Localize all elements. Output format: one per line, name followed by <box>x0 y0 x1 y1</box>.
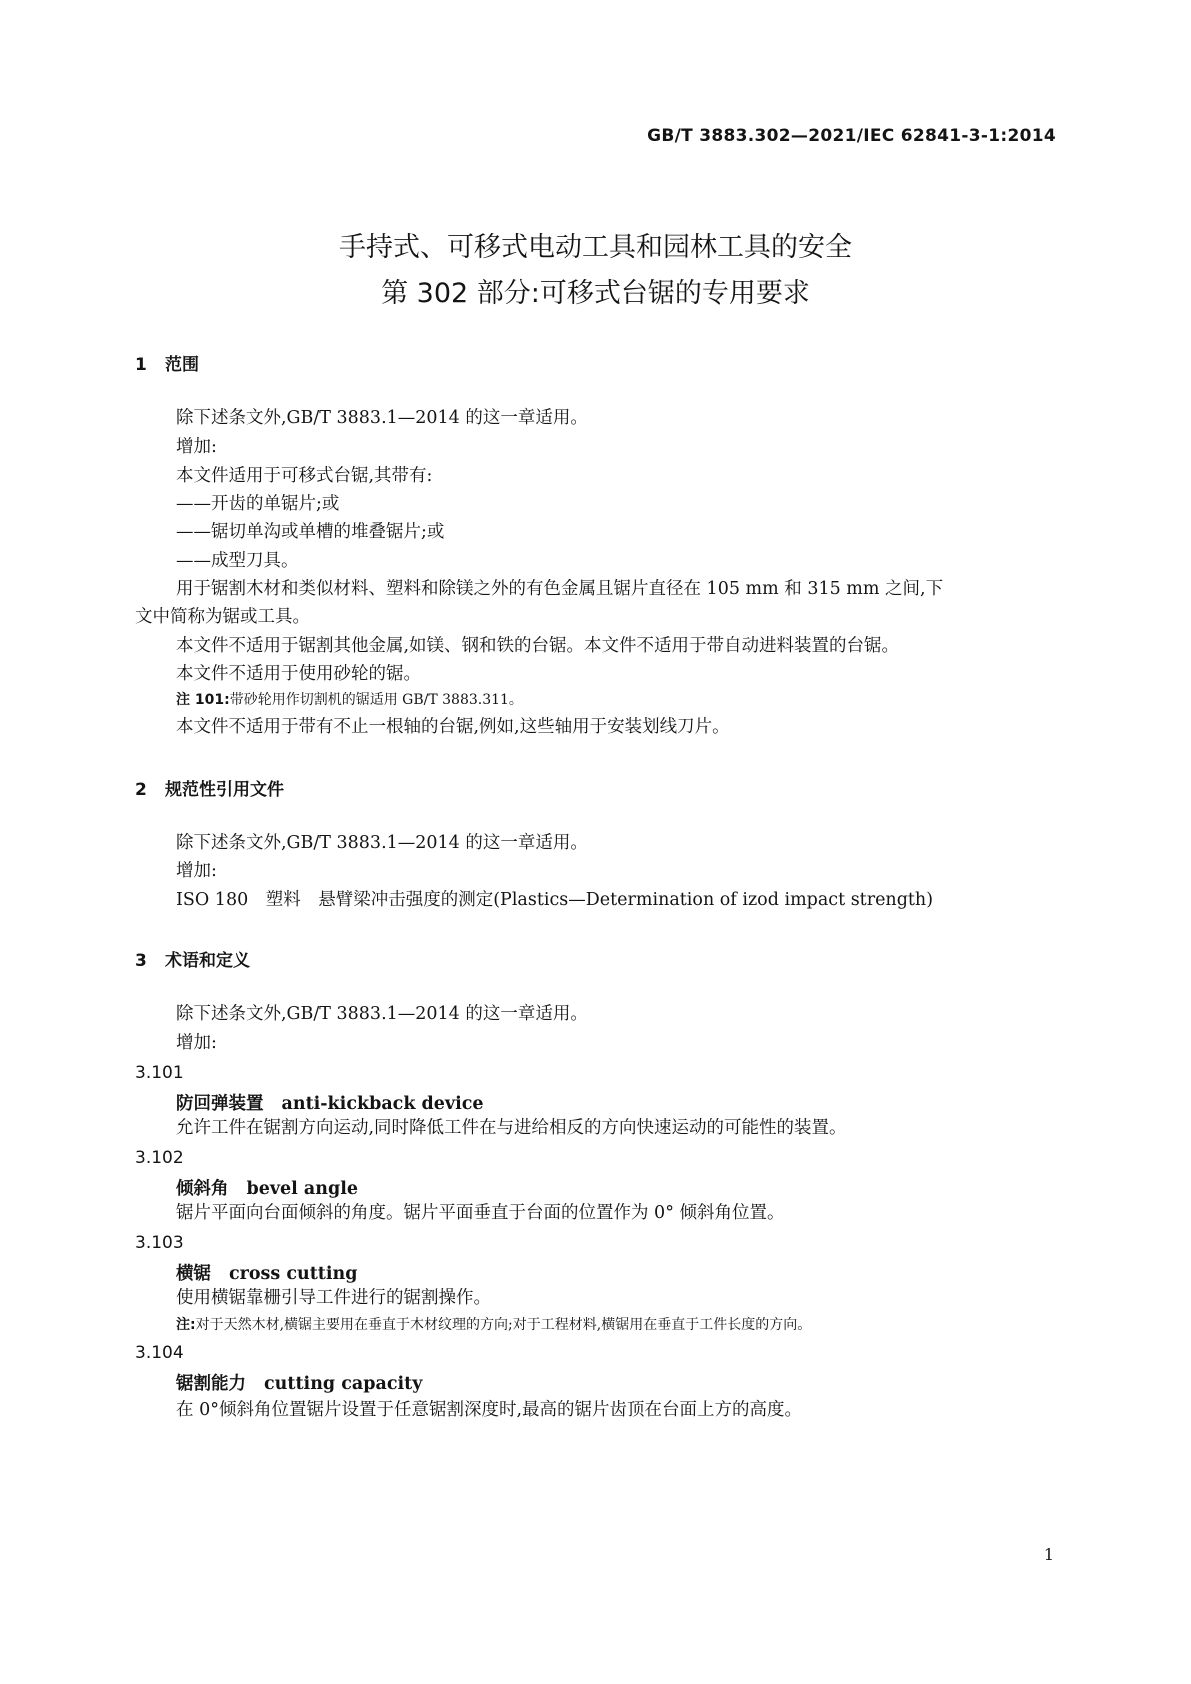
term-name <box>176 1090 484 1115</box>
section-1-heading <box>135 350 199 375</box>
section-number: 3 <box>135 951 147 971</box>
paragraph: 增加: <box>176 437 217 457</box>
normative-reference: ISO 180 塑料 悬臂梁冲击强度的测定(Plastics—Determination of izod impact strength) <box>176 890 934 910</box>
note-label: 注 101: <box>176 692 230 708</box>
page-number: 1 <box>1043 1545 1054 1564</box>
term-definition: 允许工件在锯割方向运动,同时降低工件在与进给相反的方向快速运动的可能性的装置。 <box>176 1118 847 1138</box>
term-name <box>176 1175 358 1200</box>
term-en: bevel angle <box>246 1179 358 1199</box>
document-title-line2: 第 302 部分:可移式台锯的专用要求 <box>381 278 810 309</box>
list-item: ——锯切单沟或单槽的堆叠锯片;或 <box>176 522 445 542</box>
term-definition: 使用横锯靠栅引导工件进行的锯割操作。 <box>176 1288 491 1308</box>
paragraph: 本文件不适用于带有不止一根轴的台锯,例如,这些轴用于安装划线刀片。 <box>176 717 730 737</box>
term-number: 3.102 <box>135 1148 184 1168</box>
paragraph: 增加: <box>176 861 217 881</box>
list-item: ——成型刀具。 <box>176 551 299 571</box>
paragraph: 增加: <box>176 1033 217 1053</box>
term-zh: 倾斜角 <box>176 1179 229 1199</box>
term-number: 3.103 <box>135 1233 184 1253</box>
note-text: 带砂轮用作切割机的锯适用 GB/T 3883.311。 <box>229 692 523 708</box>
term-en: anti-kickback device <box>281 1094 484 1114</box>
paragraph: 用于锯割木材和类似材料、塑料和除镁之外的有色金属且锯片直径在 105 mm 和 315 mm 之间,下 <box>176 579 944 599</box>
term-number: 3.101 <box>135 1063 184 1083</box>
paragraph-continuation: 文中简称为锯或工具。 <box>135 607 310 627</box>
document-title-line1: 手持式、可移式电动工具和园林工具的安全 <box>339 232 852 263</box>
term-zh: 横锯 <box>176 1264 211 1284</box>
section-2-heading <box>135 775 284 800</box>
term-en: cutting capacity <box>264 1374 423 1394</box>
paragraph: 除下述条文外,GB/T 3883.1—2014 的这一章适用。 <box>176 833 588 853</box>
term-name <box>176 1370 422 1395</box>
list-item: ——开齿的单锯片;或 <box>176 494 340 514</box>
section-title: 规范性引用文件 <box>165 780 284 800</box>
note <box>176 690 523 710</box>
paragraph: 除下述条文外,GB/T 3883.1—2014 的这一章适用。 <box>176 408 588 428</box>
section-number: 2 <box>135 780 147 800</box>
note-label: 注: <box>176 1317 196 1333</box>
paragraph: 除下述条文外,GB/T 3883.1—2014 的这一章适用。 <box>176 1004 588 1024</box>
section-number: 1 <box>135 355 147 375</box>
term-zh: 锯割能力 <box>176 1374 246 1394</box>
document-code: GB/T 3883.302—2021/IEC 62841-3-1:2014 <box>647 126 1056 146</box>
paragraph: 本文件适用于可移式台锯,其带有: <box>176 466 433 486</box>
term-definition: 锯片平面向台面倾斜的角度。锯片平面垂直于台面的位置作为 0° 倾斜角位置。 <box>176 1203 785 1223</box>
paragraph: 本文件不适用于使用砂轮的锯。 <box>176 664 421 684</box>
term-definition: 在 0°倾斜角位置锯片设置于任意锯割深度时,最高的锯片齿顶在台面上方的高度。 <box>176 1400 803 1420</box>
note-text: 对于天然木材,横锯主要用在垂直于木材纹理的方向;对于工程材料,横锯用在垂直于工件长度的方向。 <box>195 1317 812 1333</box>
section-title: 术语和定义 <box>165 951 250 971</box>
section-title: 范围 <box>165 355 199 375</box>
term-name <box>176 1260 358 1285</box>
note <box>176 1315 811 1335</box>
section-3-heading <box>135 946 250 971</box>
term-zh: 防回弹装置 <box>176 1094 264 1114</box>
term-en: cross cutting <box>229 1264 358 1284</box>
term-number: 3.104 <box>135 1343 184 1363</box>
paragraph: 本文件不适用于锯割其他金属,如镁、钢和铁的台锯。本文件不适用于带自动进料装置的台锯。 <box>176 636 900 656</box>
